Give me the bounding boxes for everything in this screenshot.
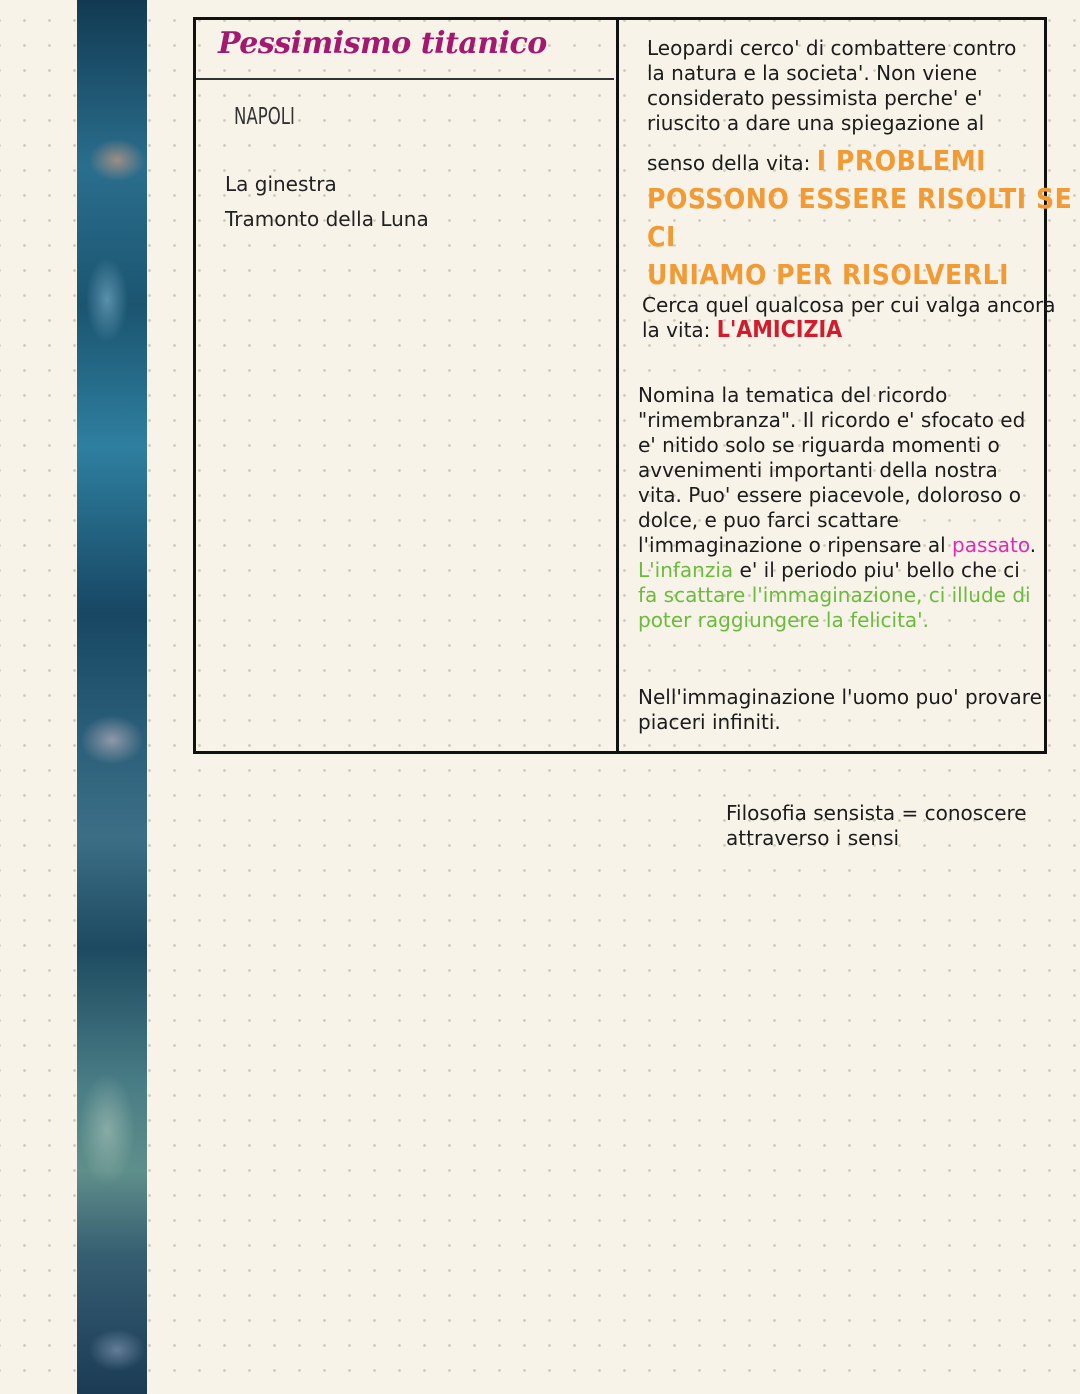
highlight-problemi: I PROBLEMI [816, 144, 987, 177]
text-line: dolce, e puo farci scattare [638, 508, 899, 532]
highlight-possono: POSSONO ESSERE RISOLTI SE CI [647, 182, 1073, 253]
title-underline [196, 78, 614, 80]
paragraph-combattere [647, 36, 1016, 136]
text-line: vita. Puo' essere piacevole, doloroso o [638, 483, 1022, 507]
work-item-ginestra: La ginestra [225, 172, 337, 196]
text-span: . [1029, 533, 1037, 557]
note-filosofia-sensista [726, 801, 1027, 851]
decorative-side-image [77, 0, 147, 1394]
page-title: Pessimismo titanico [218, 26, 547, 61]
text-lead: senso della vita: [647, 151, 811, 175]
text-line: Filosofia sensista = conoscere [726, 801, 1027, 825]
text-line: "rimembranza". Il ricordo e' sfocato ed [638, 408, 1026, 432]
text-line: Leopardi cerco' di combattere contro [647, 36, 1017, 60]
text-line: Nell'immaginazione l'uomo puo' provare [638, 685, 1042, 709]
highlight-amicizia: L'AMICIZIA [716, 317, 843, 343]
place-label: NAPOLI [234, 104, 295, 130]
highlight-line: fa scattare l'immaginazione, ci illude di [638, 583, 1031, 607]
text-span: e' il periodo piu' bello che ci [739, 558, 1020, 582]
text-line: avvenimenti importanti della nostra [638, 458, 998, 482]
text-lead: la vita: [642, 318, 711, 342]
text-line: la natura e la societa'. Non viene [647, 61, 978, 85]
paragraph-amicizia [642, 293, 1055, 343]
text-line: considerato pessimista perche' e' [647, 86, 983, 110]
text-line: attraverso i sensi [726, 826, 900, 850]
highlight-passato: passato [952, 533, 1030, 557]
column-divider [616, 20, 619, 754]
paragraph-immaginazione [638, 685, 1042, 735]
highlight-uniamo: UNIAMO PER RISOLVERLI [647, 258, 1010, 291]
text-span: l'immaginazione o ripensare al [638, 533, 946, 557]
highlight-infanzia: L'infanzia [638, 558, 734, 582]
paragraph-ricordo [638, 383, 1036, 633]
highlight-line: poter raggiungere la felicita'. [638, 608, 930, 632]
paragraph-senso-vita [647, 142, 1080, 294]
text-line: e' nitido solo se riguarda momenti o [638, 433, 1000, 457]
work-item-tramonto: Tramonto della Luna [225, 207, 429, 231]
text-line: Nomina la tematica del ricordo [638, 383, 948, 407]
text-line: riuscito a dare una spiegazione al [647, 111, 985, 135]
text-line: piaceri infiniti. [638, 710, 781, 734]
text-line: Cerca quel qualcosa per cui valga ancora [642, 293, 1056, 317]
